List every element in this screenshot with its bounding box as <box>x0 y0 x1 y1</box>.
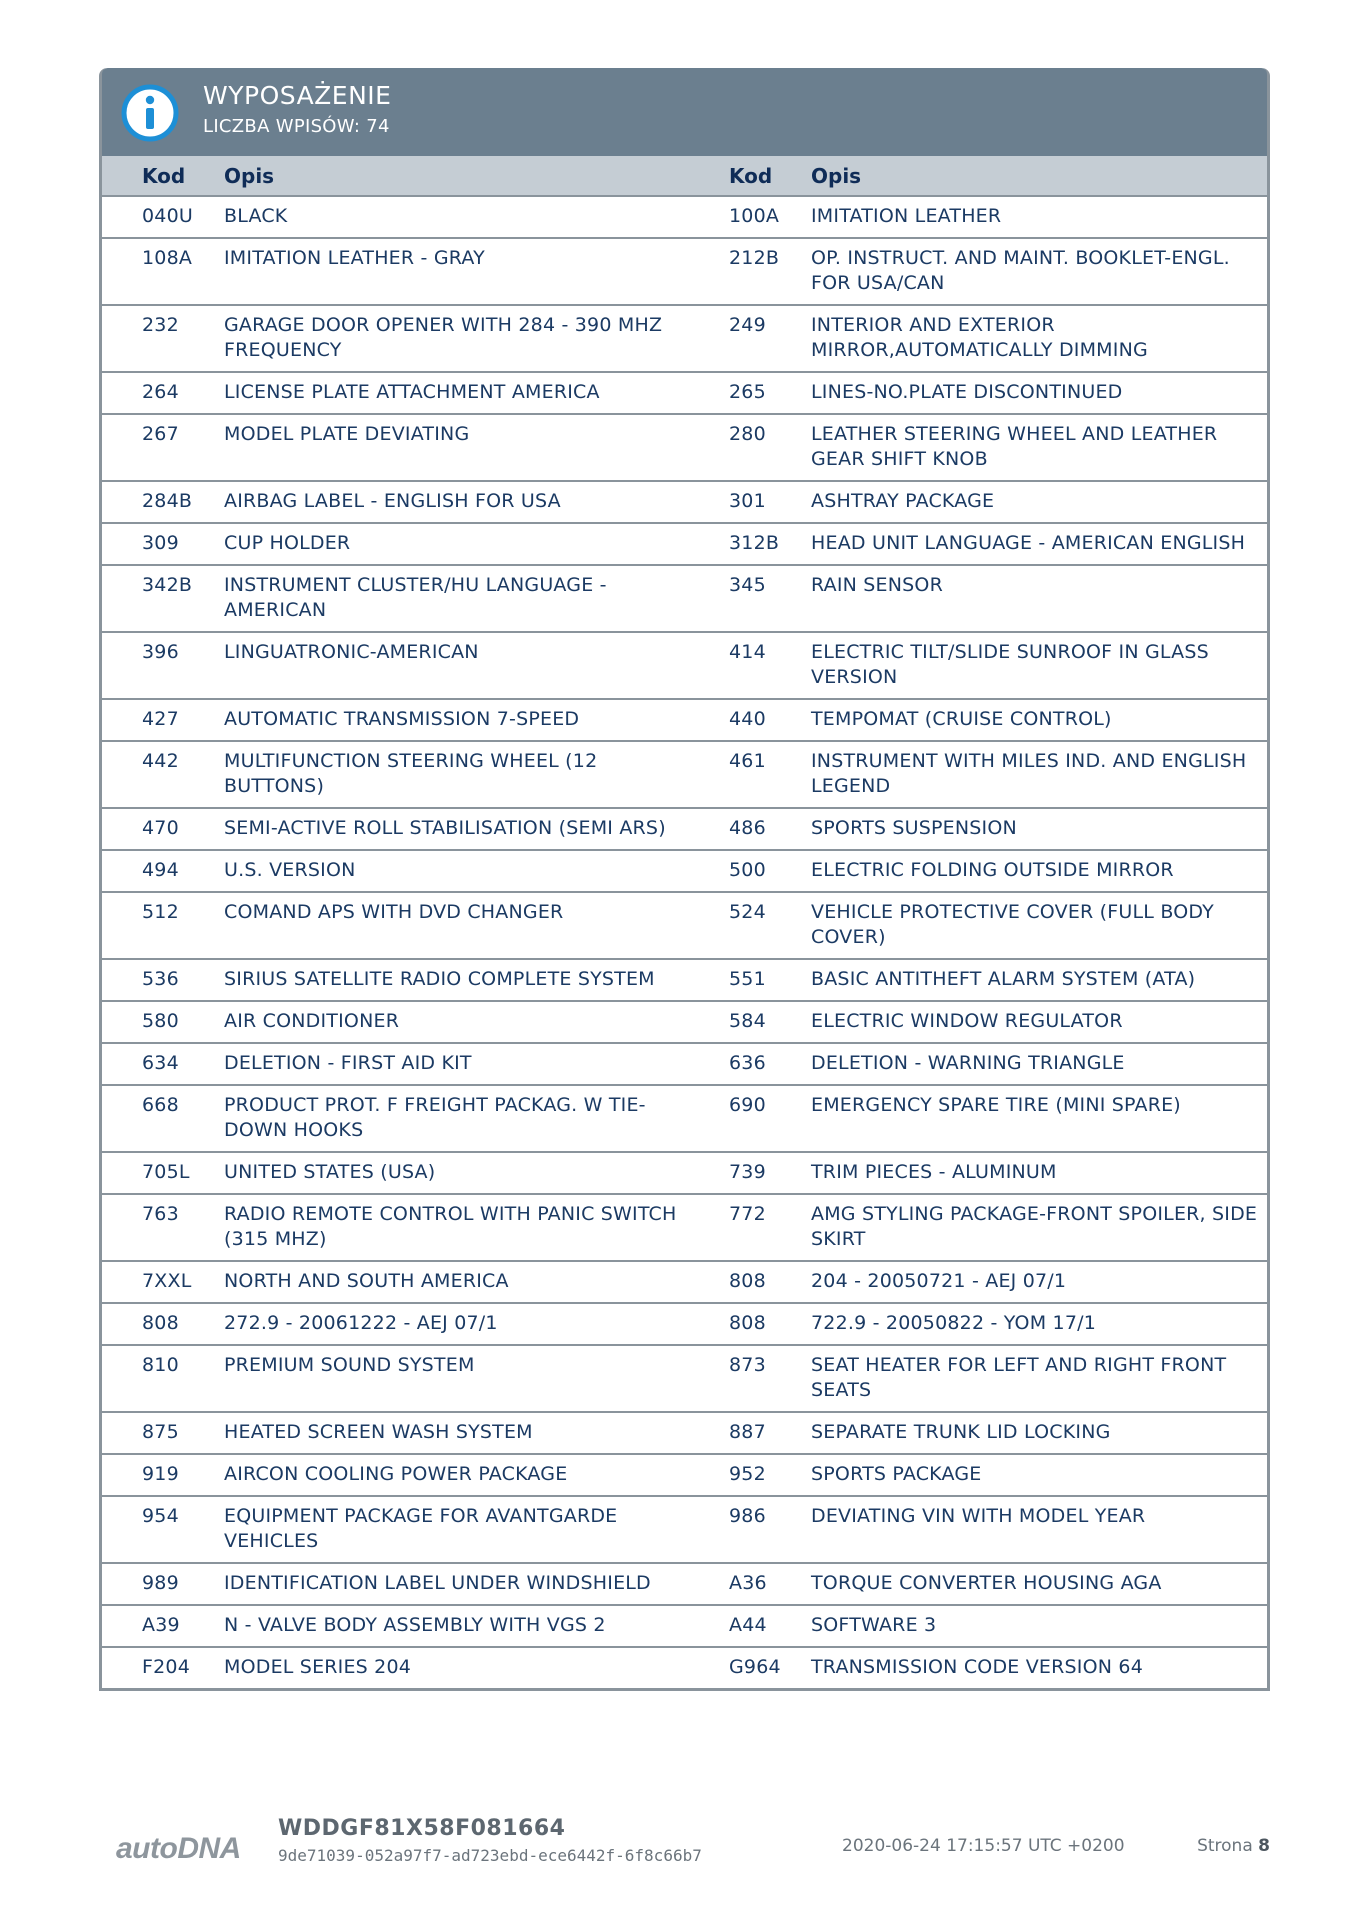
equipment-code: 580 <box>102 1001 224 1043</box>
equipment-code: 986 <box>689 1496 811 1563</box>
table-row <box>102 1563 1267 1605</box>
equipment-description: OP. INSTRUCT. AND MAINT. BOOKLET-ENGL. FOR USA/CAN <box>811 238 1267 305</box>
equipment-description: AMG STYLING PACKAGE-FRONT SPOILER, SIDE SKIRT <box>811 1194 1267 1261</box>
equipment-description: N - VALVE BODY ASSEMBLY WITH VGS 2 <box>224 1605 689 1647</box>
equipment-description: RAIN SENSOR <box>811 565 1267 632</box>
table-row <box>102 1647 1267 1688</box>
info-icon <box>121 84 179 142</box>
equipment-description: CUP HOLDER <box>224 523 689 565</box>
equipment-description: TEMPOMAT (CRUISE CONTROL) <box>811 699 1267 741</box>
equipment-code: 500 <box>689 850 811 892</box>
equipment-code: 100A <box>689 196 811 238</box>
equipment-code: 212B <box>689 238 811 305</box>
equipment-code: 875 <box>102 1412 224 1454</box>
equipment-code: 668 <box>102 1085 224 1152</box>
equipment-code: 808 <box>689 1303 811 1345</box>
equipment-code: 524 <box>689 892 811 959</box>
equipment-description: TRIM PIECES - ALUMINUM <box>811 1152 1267 1194</box>
table-row <box>102 1261 1267 1303</box>
equipment-code: 427 <box>102 699 224 741</box>
equipment-code: 265 <box>689 372 811 414</box>
column-header-description: Opis <box>811 156 1267 196</box>
entry-count: LICZBA WPISÓW: 74 <box>203 116 390 137</box>
table-row <box>102 741 1267 808</box>
equipment-code: 284B <box>102 481 224 523</box>
equipment-code: 040U <box>102 196 224 238</box>
equipment-code: 989 <box>102 1563 224 1605</box>
equipment-description: EMERGENCY SPARE TIRE (MINI SPARE) <box>811 1085 1267 1152</box>
table-row <box>102 238 1267 305</box>
table-row <box>102 1345 1267 1412</box>
equipment-description: AIRBAG LABEL - ENGLISH FOR USA <box>224 481 689 523</box>
equipment-code: 461 <box>689 741 811 808</box>
equipment-description: SPORTS PACKAGE <box>811 1454 1267 1496</box>
equipment-description: ELECTRIC WINDOW REGULATOR <box>811 1001 1267 1043</box>
equipment-description: AIRCON COOLING POWER PACKAGE <box>224 1454 689 1496</box>
equipment-code: 486 <box>689 808 811 850</box>
equipment-code: 512 <box>102 892 224 959</box>
equipment-description: TORQUE CONVERTER HOUSING AGA <box>811 1563 1267 1605</box>
table-row <box>102 565 1267 632</box>
table-row <box>102 959 1267 1001</box>
equipment-description: MODEL SERIES 204 <box>224 1656 412 1678</box>
equipment-description: 204 - 20050721 - AEJ 07/1 <box>811 1261 1267 1303</box>
table-row <box>102 1043 1267 1085</box>
equipment-description: SEMI-ACTIVE ROLL STABILISATION (SEMI ARS) <box>224 808 689 850</box>
equipment-description: INTERIOR AND EXTERIOR MIRROR,AUTOMATICALLY DIMMING <box>811 305 1267 372</box>
equipment-description: LICENSE PLATE ATTACHMENT AMERICA <box>224 372 689 414</box>
equipment-description: AIR CONDITIONER <box>224 1001 689 1043</box>
equipment-code: 584 <box>689 1001 811 1043</box>
equipment-code: F204 <box>142 1656 190 1678</box>
equipment-description: 722.9 - 20050822 - YOM 17/1 <box>811 1303 1267 1345</box>
equipment-description: ELECTRIC FOLDING OUTSIDE MIRROR <box>811 850 1267 892</box>
equipment-description: SEAT HEATER FOR LEFT AND RIGHT FRONT SEATS <box>811 1345 1267 1412</box>
equipment-code: 887 <box>689 1412 811 1454</box>
equipment-code: 763 <box>102 1194 224 1261</box>
table-row <box>102 850 1267 892</box>
equipment-code: 808 <box>102 1303 224 1345</box>
equipment-description: DELETION - WARNING TRIANGLE <box>811 1043 1267 1085</box>
table-row <box>102 196 1267 238</box>
table-row <box>102 699 1267 741</box>
equipment-description: BLACK <box>224 196 689 238</box>
equipment-description: EQUIPMENT PACKAGE FOR AVANTGARDE VEHICLES <box>224 1496 689 1563</box>
equipment-description: BASIC ANTITHEFT ALARM SYSTEM (ATA) <box>811 959 1267 1001</box>
equipment-description: UNITED STATES (USA) <box>224 1152 689 1194</box>
column-header-code: Kod <box>689 156 811 196</box>
table-row <box>102 1085 1267 1152</box>
equipment-description: ELECTRIC TILT/SLIDE SUNROOF IN GLASS VERSION <box>811 632 1267 699</box>
page-label: Strona <box>1197 1836 1253 1856</box>
equipment-description: TRANSMISSION CODE VERSION 64 <box>811 1656 1143 1678</box>
table-row <box>102 414 1267 481</box>
equipment-code: 952 <box>689 1454 811 1496</box>
equipment-code: 309 <box>102 523 224 565</box>
table-row <box>102 1303 1267 1345</box>
panel-title: WYPOSAŻENIE <box>203 81 392 110</box>
table-row <box>102 1605 1267 1647</box>
equipment-code: 342B <box>102 565 224 632</box>
equipment-description: IMITATION LEATHER - GRAY <box>224 238 689 305</box>
table-row <box>102 523 1267 565</box>
equipment-description: MULTIFUNCTION STEERING WHEEL (12 BUTTONS) <box>224 741 689 808</box>
equipment-description: COMAND APS WITH DVD CHANGER <box>224 892 689 959</box>
report-hash: 9de71039-052a97f7-ad723ebd-ece6442f-6f8c66b7 <box>278 1846 702 1865</box>
equipment-code: 232 <box>102 305 224 372</box>
equipment-code: 414 <box>689 632 811 699</box>
equipment-code: 873 <box>689 1345 811 1412</box>
equipment-description: LINGUATRONIC-AMERICAN <box>224 632 689 699</box>
equipment-code: 108A <box>102 238 224 305</box>
equipment-code: 267 <box>102 414 224 481</box>
equipment-description: LEATHER STEERING WHEEL AND LEATHER GEAR SHIFT KNOB <box>811 414 1267 481</box>
equipment-description: VEHICLE PROTECTIVE COVER (FULL BODY COVER) <box>811 892 1267 959</box>
panel-header <box>102 68 1267 156</box>
equipment-description: U.S. VERSION <box>224 850 689 892</box>
equipment-description: IDENTIFICATION LABEL UNDER WINDSHIELD <box>224 1563 689 1605</box>
equipment-code: 772 <box>689 1194 811 1261</box>
equipment-code: 7XXL <box>102 1261 224 1303</box>
equipment-description: AUTOMATIC TRANSMISSION 7-SPEED <box>224 699 689 741</box>
equipment-description: NORTH AND SOUTH AMERICA <box>224 1261 689 1303</box>
equipment-table <box>102 156 1267 1688</box>
report-datetime: 2020-06-24 17:15:57 UTC +0200 <box>842 1836 1125 1856</box>
column-header-code: Kod <box>102 156 224 196</box>
equipment-code: G964 <box>729 1656 781 1678</box>
table-row <box>102 305 1267 372</box>
page-number: 8 <box>1258 1836 1270 1856</box>
equipment-code: 440 <box>689 699 811 741</box>
table-row <box>102 892 1267 959</box>
equipment-code: 470 <box>102 808 224 850</box>
equipment-description: DEVIATING VIN WITH MODEL YEAR <box>811 1496 1267 1563</box>
table-body <box>102 196 1267 1688</box>
equipment-code: 690 <box>689 1085 811 1152</box>
table-row <box>102 372 1267 414</box>
table-row <box>102 1001 1267 1043</box>
equipment-code: 705L <box>102 1152 224 1194</box>
equipment-description: GARAGE DOOR OPENER WITH 284 - 390 MHZ FREQUENCY <box>224 305 689 372</box>
table-header-row <box>102 156 1267 196</box>
equipment-code: 264 <box>102 372 224 414</box>
equipment-description: LINES-NO.PLATE DISCONTINUED <box>811 372 1267 414</box>
equipment-code: 919 <box>102 1454 224 1496</box>
equipment-code: 301 <box>689 481 811 523</box>
vin-number: WDDGF81X58F081664 <box>278 1816 566 1841</box>
equipment-code: 954 <box>102 1496 224 1563</box>
equipment-code: A36 <box>689 1563 811 1605</box>
page-indicator <box>1197 1836 1270 1856</box>
equipment-code: 634 <box>102 1043 224 1085</box>
table-row <box>102 632 1267 699</box>
equipment-code: 636 <box>689 1043 811 1085</box>
table-row <box>102 1152 1267 1194</box>
equipment-description: SEPARATE TRUNK LID LOCKING <box>811 1412 1267 1454</box>
equipment-description: MODEL PLATE DEVIATING <box>224 414 689 481</box>
table-row <box>102 808 1267 850</box>
equipment-code: 442 <box>102 741 224 808</box>
equipment-description: HEAD UNIT LANGUAGE - AMERICAN ENGLISH <box>811 523 1267 565</box>
equipment-code: 551 <box>689 959 811 1001</box>
column-header-description: Opis <box>224 156 689 196</box>
equipment-description: RADIO REMOTE CONTROL WITH PANIC SWITCH (315 MHZ) <box>224 1194 689 1261</box>
table-row <box>102 481 1267 523</box>
equipment-description: ASHTRAY PACKAGE <box>811 481 1267 523</box>
table-row <box>102 1496 1267 1563</box>
table-row <box>102 1454 1267 1496</box>
equipment-description: INSTRUMENT CLUSTER/HU LANGUAGE - AMERICAN <box>224 565 689 632</box>
table-row <box>102 1412 1267 1454</box>
equipment-panel <box>99 68 1270 1691</box>
equipment-code: 396 <box>102 632 224 699</box>
equipment-description: PRODUCT PROT. F FREIGHT PACKAG. W TIE-DOWN HOOKS <box>224 1085 689 1152</box>
equipment-description: PREMIUM SOUND SYSTEM <box>224 1345 689 1412</box>
equipment-code: 345 <box>689 565 811 632</box>
equipment-code: A39 <box>102 1605 224 1647</box>
equipment-code: 536 <box>102 959 224 1001</box>
table-row <box>102 1194 1267 1261</box>
equipment-description: HEATED SCREEN WASH SYSTEM <box>224 1412 689 1454</box>
equipment-code: A44 <box>689 1605 811 1647</box>
equipment-description: 272.9 - 20061222 - AEJ 07/1 <box>224 1303 689 1345</box>
equipment-code: 280 <box>689 414 811 481</box>
equipment-description: SIRIUS SATELLITE RADIO COMPLETE SYSTEM <box>224 959 689 1001</box>
equipment-description: IMITATION LEATHER <box>811 196 1267 238</box>
equipment-description: SOFTWARE 3 <box>811 1605 1267 1647</box>
equipment-code: 808 <box>689 1261 811 1303</box>
autodna-logo: autoDNA <box>116 1832 241 1865</box>
equipment-code: 494 <box>102 850 224 892</box>
equipment-description: SPORTS SUSPENSION <box>811 808 1267 850</box>
equipment-description: INSTRUMENT WITH MILES IND. AND ENGLISH LEGEND <box>811 741 1267 808</box>
equipment-code: 810 <box>102 1345 224 1412</box>
equipment-description: DELETION - FIRST AID KIT <box>224 1043 689 1085</box>
equipment-code: 312B <box>689 523 811 565</box>
equipment-code: 739 <box>689 1152 811 1194</box>
equipment-code: 249 <box>689 305 811 372</box>
